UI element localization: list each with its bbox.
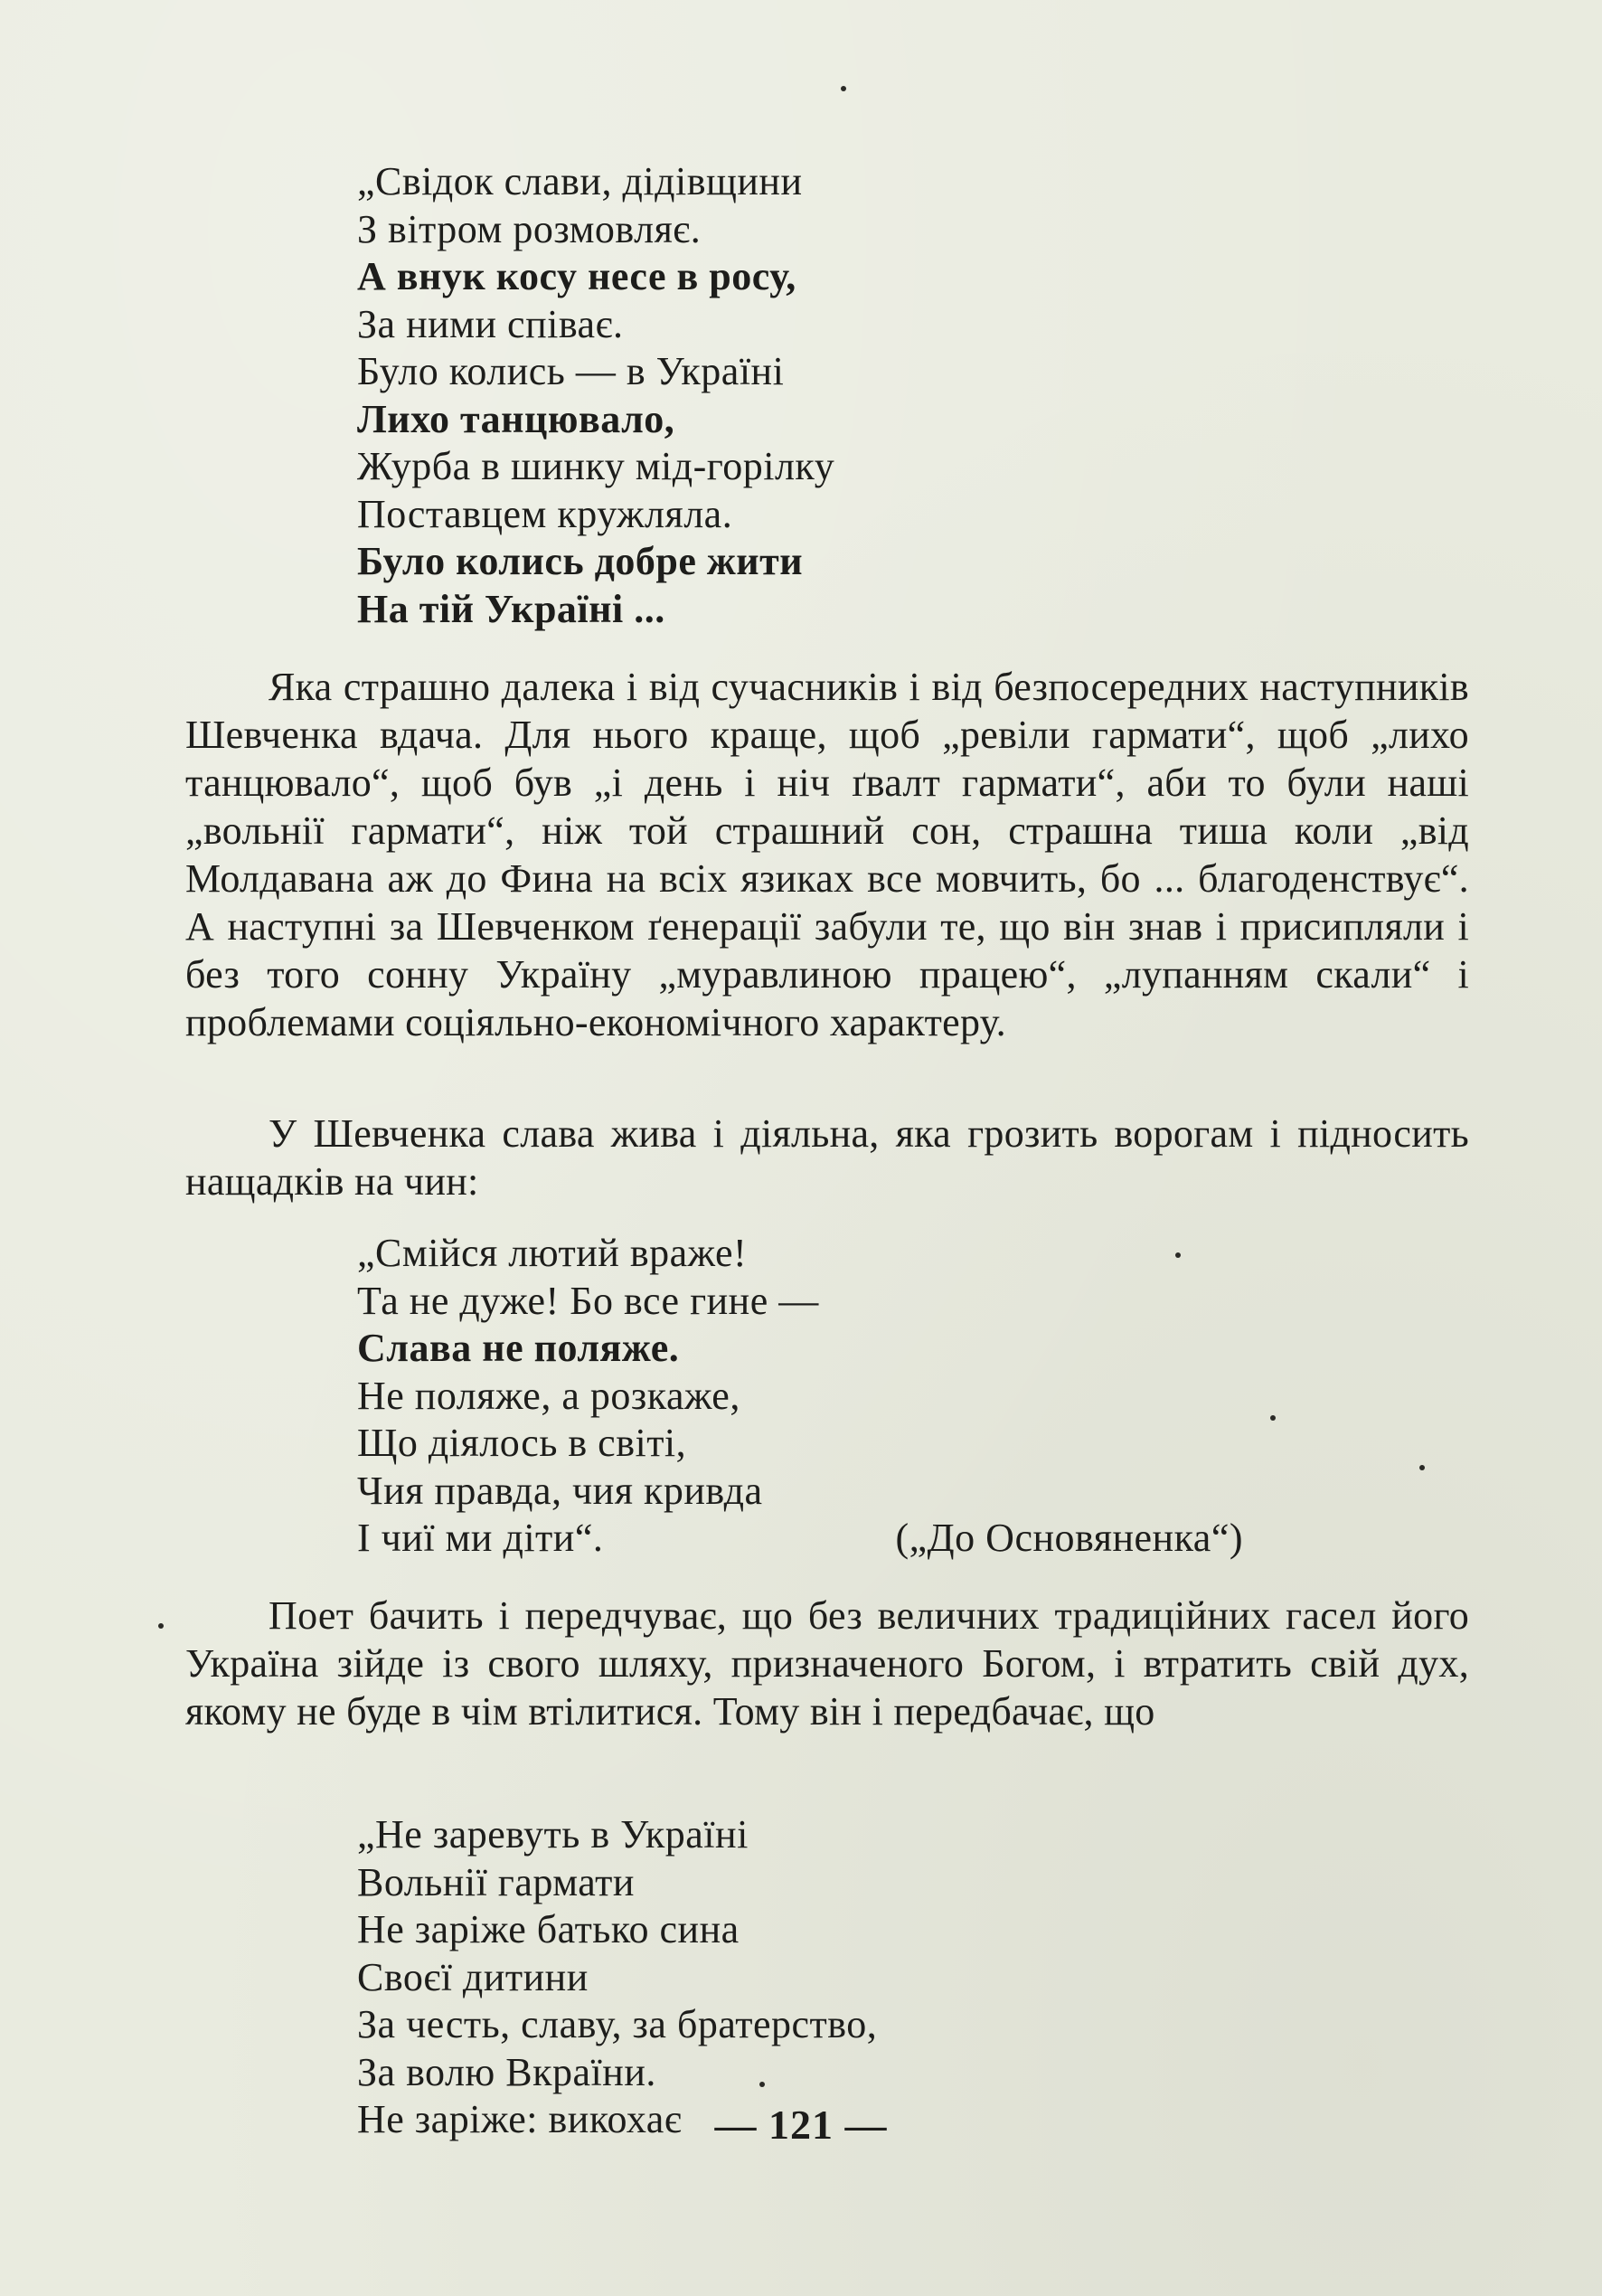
poem-stanza-3 (357, 1811, 877, 2144)
paper-speck (158, 1623, 164, 1629)
poem-line: І чиї ми діти“. (357, 1516, 604, 1560)
poem-line: З вітром розмовляє. (357, 206, 702, 251)
poem-line: Вольнії гармати (357, 1859, 635, 1904)
paper-speck (841, 86, 846, 91)
body-paragraph: Яка страшно далека і від сучасників і від безпосередних наступників Шевченка вдача. Для нього краще, щоб „ревіли гармати“, щоб „лихо танцювало“, щоб був „і день і ніч ґвалт гармати“, аби то були наші „вольнії гармати“, ніж той страшний сон, страшна тиша коли „від Молдавана аж до Фина на всіх язиках все мовчить, бо ... благоденствує“. А наступні за Шевченком ґенерації забули те, що він знав і присипляли і без того сонну Україну „муравлиною працею“, „лупанням скали“ і проблемами соціяльно-економічного характеру. (185, 665, 1469, 1044)
paper-speck (1270, 1415, 1276, 1421)
poem-line: Що діялось в світі, (357, 1421, 687, 1465)
poem-line: „Не заревуть в Україні (357, 1812, 749, 1857)
poem-line: Було колись — в Україні (357, 349, 785, 393)
body-paragraph: У Шевченка слава жива і діяльна, яка грозить ворогам і підносить нащадків на чин: (185, 1111, 1469, 1204)
poem-line: Лихо танцювало, (357, 396, 675, 441)
poem-line: За ними співає. (357, 301, 624, 346)
poem-line: А внук косу несе в росу, (357, 254, 796, 298)
poem-line-with-source (357, 1515, 1243, 1563)
poem-line: Слава не поляже. (357, 1326, 680, 1370)
poem-line: Не заріже: викохає (357, 2097, 683, 2141)
poem-source-citation: („До Основяненка“) (895, 1516, 1243, 1560)
poem-line: На тій Україні ... (357, 586, 665, 631)
poem-line: „Смійся лютий враже! (357, 1231, 748, 1275)
paper-speck (1175, 1252, 1181, 1258)
poem-line: Не поляже, а розкаже, (357, 1373, 740, 1418)
poem-line: Чия правда, чия кривда (357, 1468, 763, 1513)
poem-line: Не заріже батько сина (357, 1907, 740, 1951)
poem-line: Журба в шинку мід-горілку (357, 444, 835, 488)
paper-speck (759, 2082, 765, 2087)
body-paragraph: Поет бачить і передчуває, що без величних традиційних гасел його Україна зійде із свого шляху, призначеного Богом, і втратить свій дух, якому не буде в чім втілитися. Тому він і передбачає, що (185, 1593, 1469, 1734)
poem-stanza-2 (357, 1230, 1243, 1563)
poem-line: За волю Вкраїни. (357, 2049, 656, 2094)
poem-line: Своєї дитини (357, 1954, 589, 1999)
poem-line: Та не дуже! Бо все гине — (357, 1278, 819, 1323)
poem-line: Поставцем кружляла. (357, 491, 733, 536)
poem-line: „Свідок слави, дідівщини (357, 159, 803, 203)
poem-line: За честь, славу, за братерство, (357, 2002, 878, 2046)
paper-speck (1419, 1465, 1425, 1470)
page-number: — 121 — (714, 2102, 888, 2148)
poem-line: Було колись добре жити (357, 539, 804, 583)
poem-stanza-1 (357, 158, 834, 633)
